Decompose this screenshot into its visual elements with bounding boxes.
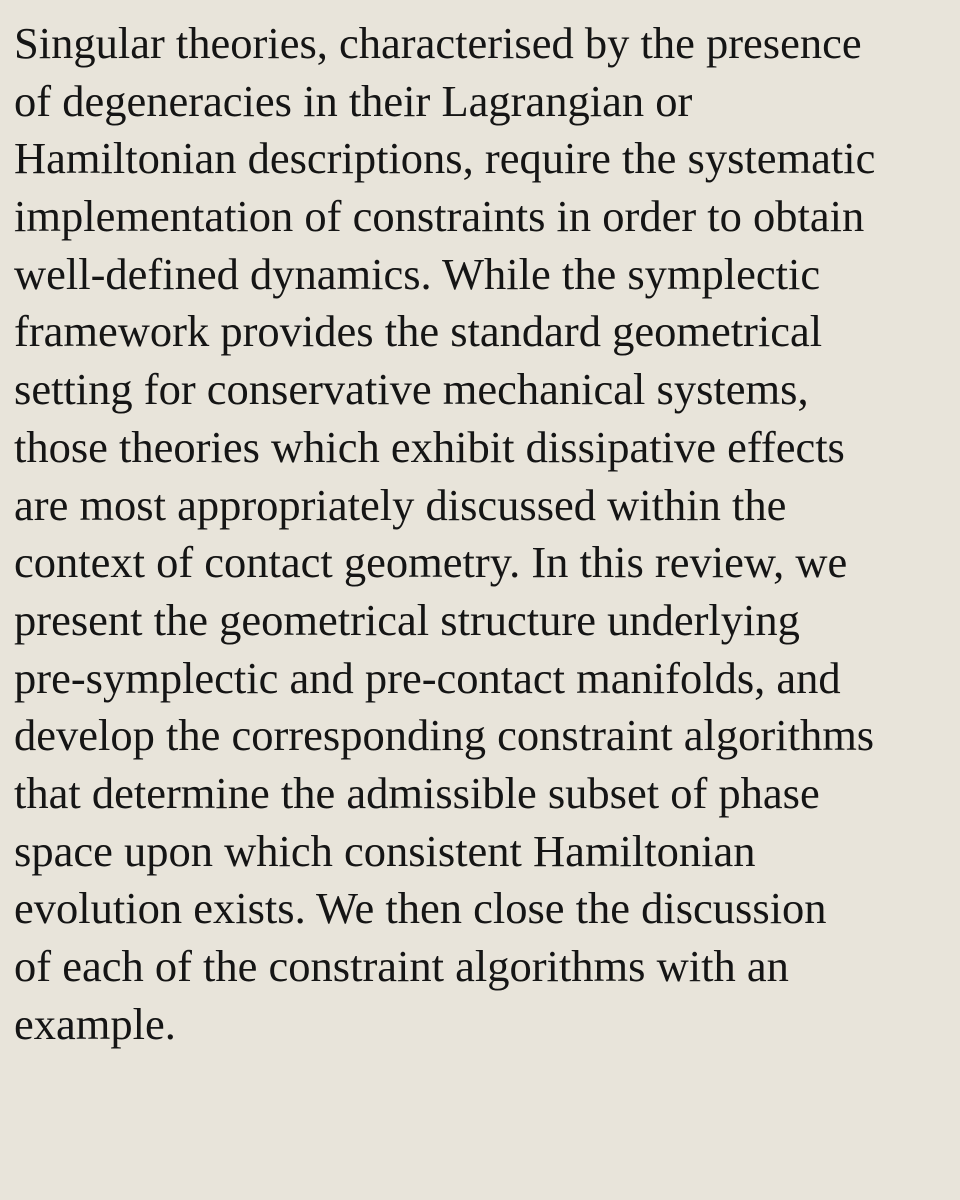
abstract-line-18: example. xyxy=(14,998,176,1049)
abstract-line-6: framework provides the standard geometrical xyxy=(14,306,823,357)
abstract-line-17: of each of the constraint algorithms with an xyxy=(14,941,789,991)
abstract-line-11: present the geometrical structure underlying xyxy=(14,594,800,645)
abstract-text xyxy=(14,15,954,1053)
abstract-line-12: pre-symplectic and pre-contact manifolds, and xyxy=(14,652,841,703)
abstract-line-14: that determine the admissible subset of phase xyxy=(14,767,820,818)
abstract-line-4: implementation of constraints in order to obtain xyxy=(14,191,865,242)
abstract-line-10: context of contact geometry. In this review, we xyxy=(14,537,848,588)
abstract-line-7: setting for conservative mechanical systems, xyxy=(14,364,809,415)
abstract-line-2: of degeneracies in their Lagrangian or xyxy=(14,75,693,126)
abstract-line-1: Singular theories, characterised by the presence xyxy=(14,18,862,68)
abstract-line-13: develop the corresponding constraint algorithms xyxy=(14,710,875,761)
abstract-line-16: evolution exists. We then close the discussion xyxy=(14,883,827,934)
abstract-line-8: those theories which exhibit dissipative effects xyxy=(14,421,845,472)
abstract-line-15: space upon which consistent Hamiltonian xyxy=(14,825,756,876)
abstract-line-3: Hamiltonian descriptions, require the systematic xyxy=(14,133,876,184)
abstract-line-5: well-defined dynamics. While the symplectic xyxy=(14,248,821,299)
abstract-line-9: are most appropriately discussed within the xyxy=(14,479,787,530)
